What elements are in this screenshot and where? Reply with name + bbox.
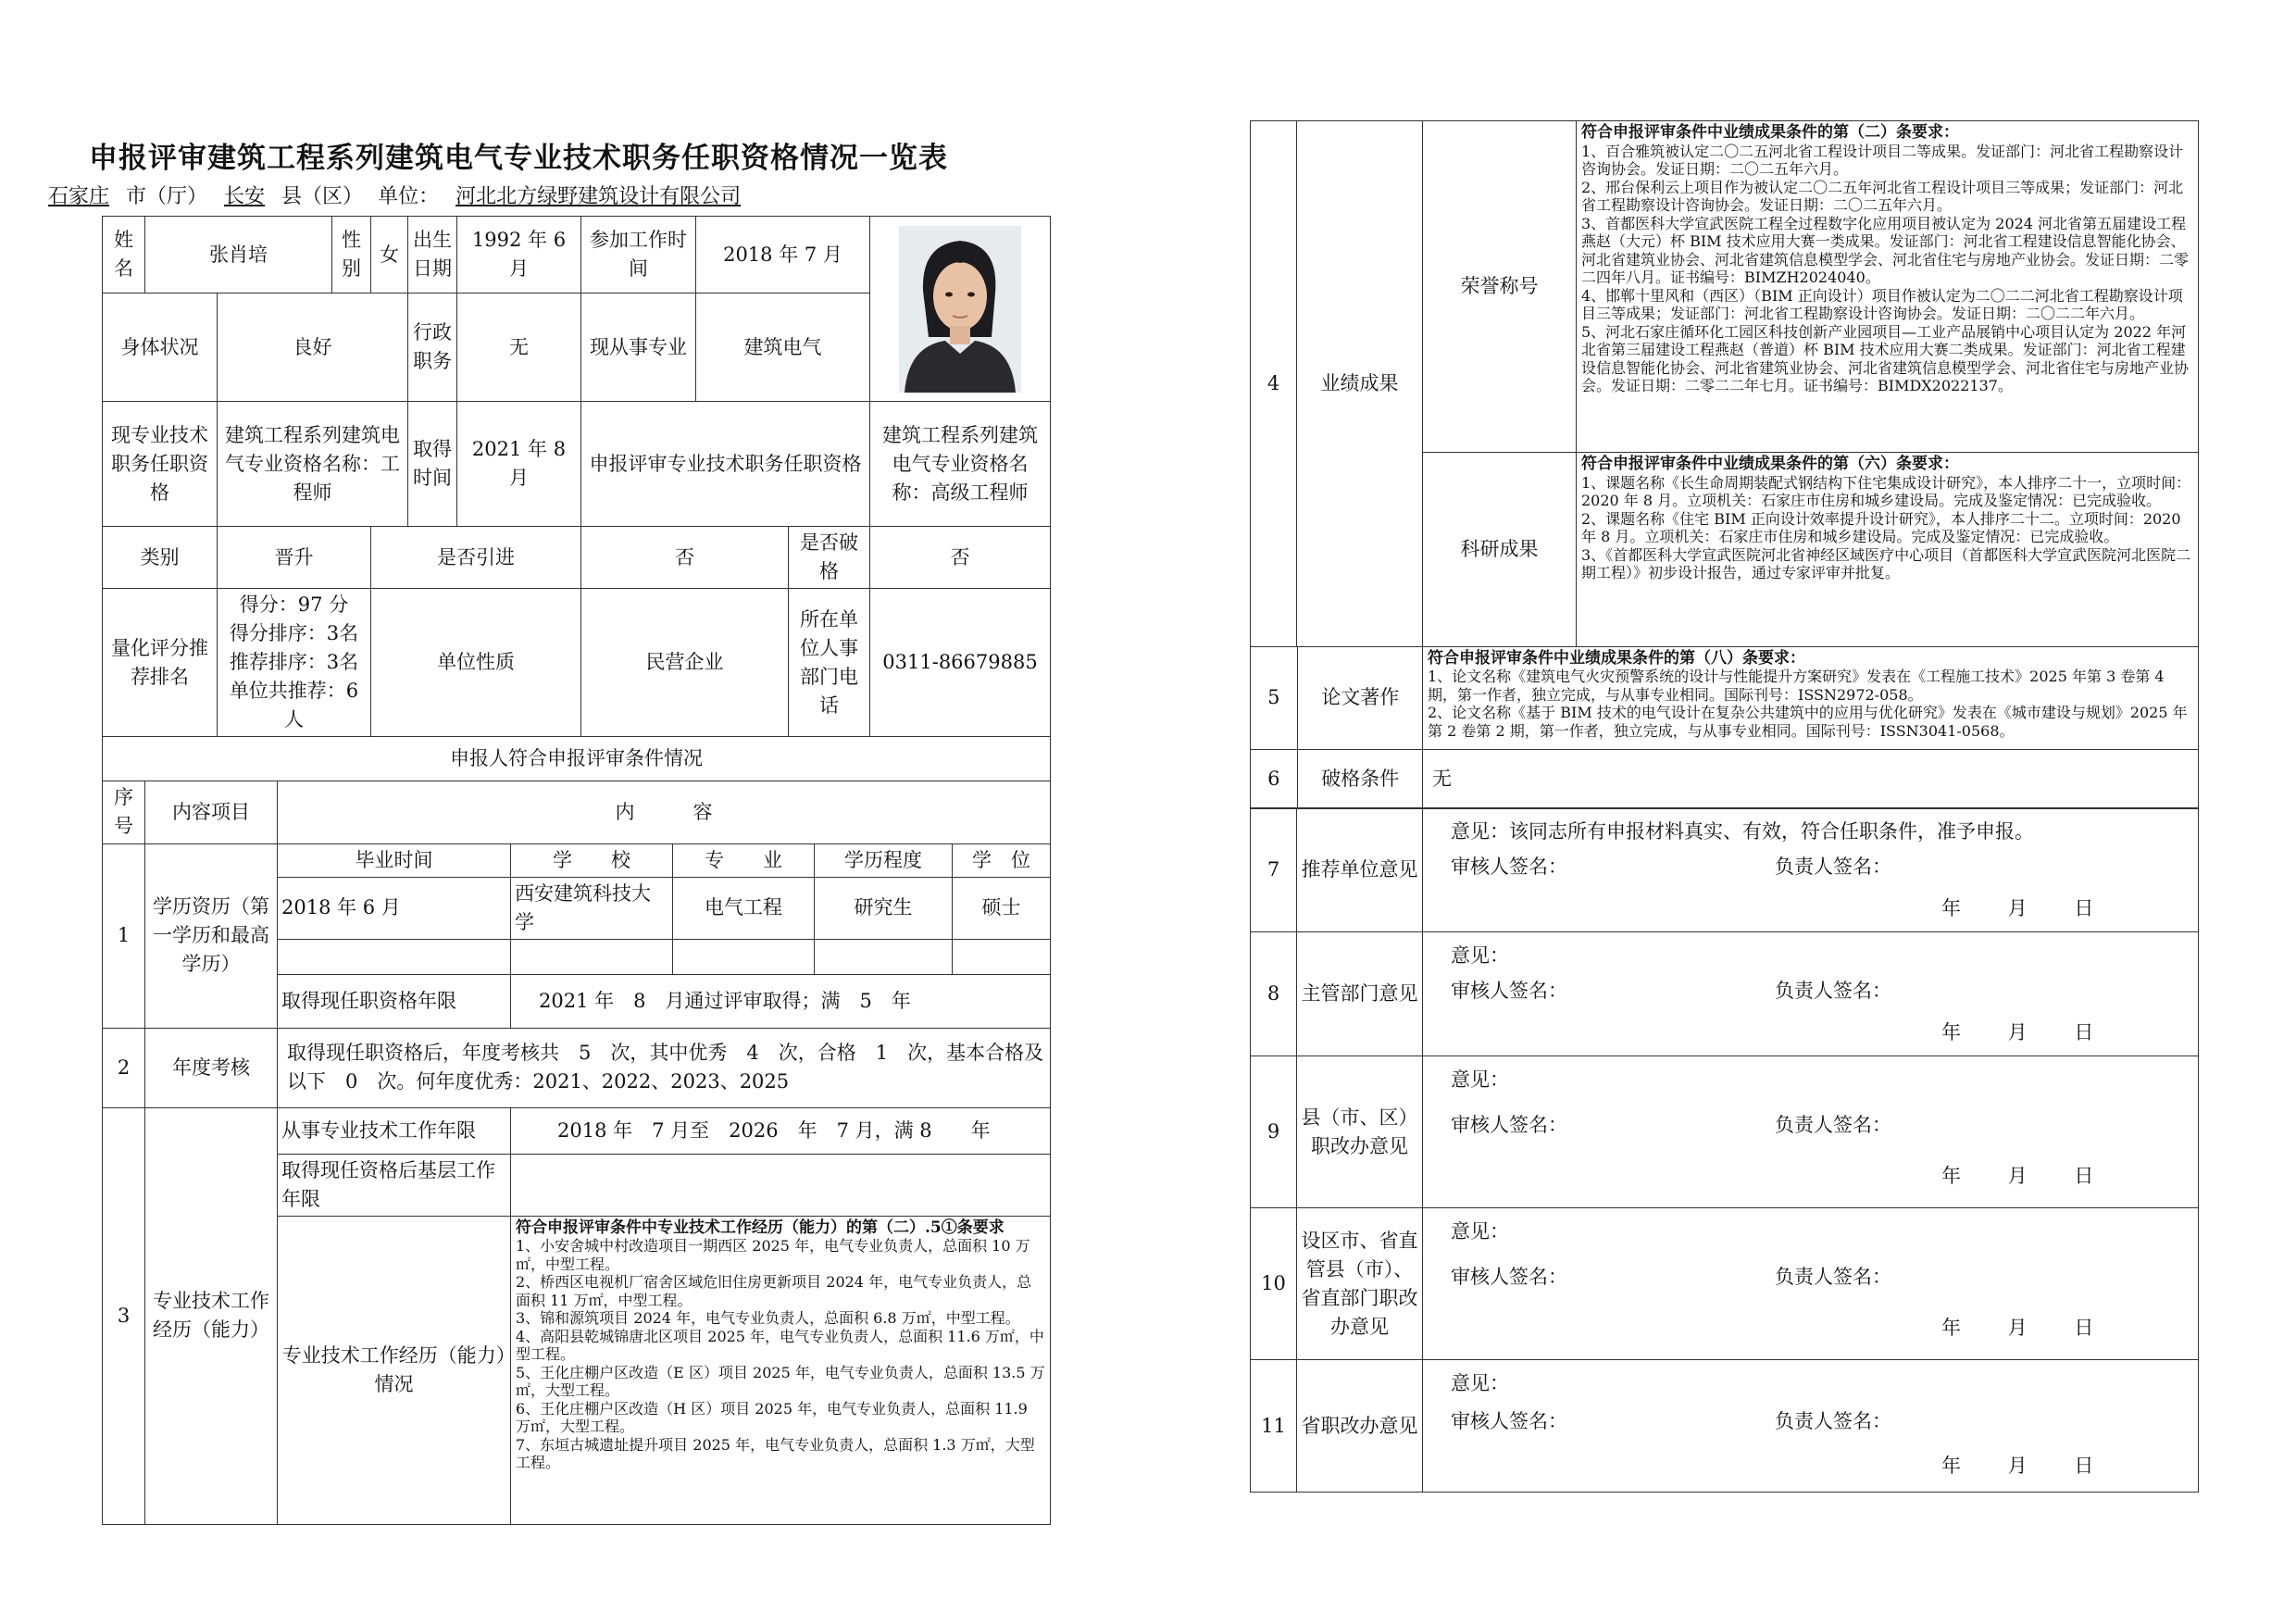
auditor-signature-label: 审核人签名： [1451,1114,1567,1136]
unit-label: 单位： [378,185,440,208]
edu-header: 学 校 [511,843,673,877]
edu-empty-cell [815,939,953,974]
edu-degree: 硕士 [953,877,1051,939]
date-label: 年 月 日 [1941,1021,2094,1043]
opinion-row [1251,1056,2199,1208]
annual-no: 2 [103,1028,145,1107]
hr-phone-value: 0311-86679885 [870,589,1051,737]
col-item-header: 内容项目 [145,781,278,843]
unit-name: 河北北方绿野建筑设计有限公司 [455,185,742,208]
opinion-no: 11 [1251,1360,1297,1493]
apply-label: 申报评审专业技术职务任职资格 [581,402,870,527]
unit-nature-value: 民营企业 [581,589,789,737]
opinion-no: 9 [1251,1056,1297,1208]
exception-cond-label: 破格条件 [1321,767,1400,790]
auditor-signature-label: 审核人签名： [1451,1410,1567,1432]
edu-header: 专 业 [673,843,815,877]
opinion-text: 意见： [1451,1068,1509,1091]
admin-value: 无 [457,294,581,402]
opinion-text: 意见：该同志所有申报材料真实、有效，符合任职条件，准予申报。 [1451,820,2034,843]
opinion-no: 7 [1251,808,1297,932]
obtain-time-label: 取得时间 [408,402,457,527]
work-years-label: 从事专业技术工作年限 [278,1107,511,1154]
auditor-signature-label: 审核人签名： [1451,980,1567,1002]
grassroots-value [511,1154,1051,1216]
auditor-signature-label: 审核人签名： [1451,1266,1567,1288]
apply-value: 建筑工程系列建筑电气专业资格名称：高级工程师 [870,402,1051,527]
score-line: 推荐排序：3名 [229,651,359,673]
opinion-label: 设区市、省直管县（市）、省直部门职改办意见 [1297,1208,1423,1360]
opinion-text: 意见： [1451,944,1509,967]
work-situation-label: 专业技术工作经历（能力）情况 [278,1216,511,1524]
exception-value: 否 [870,527,1051,589]
opinion-label: 县（市、区）职改办意见 [1297,1056,1423,1208]
opinion-row [1251,932,2199,1056]
unit-line [31,181,994,209]
opinion-content [1423,1056,2199,1208]
opinion-row [1251,1360,2199,1493]
edu-limit-value: 2021 年 8 月通过评审取得；满 5 年 [511,974,1051,1028]
conditions-title: 申报人符合申报评审条件情况 [103,737,1051,781]
edu-limit-label: 取得现任职资格年限 [278,974,511,1028]
date-label: 年 月 日 [1941,897,2094,919]
opinion-content [1423,808,2199,932]
edu-empty-cell [953,939,1051,974]
health-value: 良好 [218,294,408,402]
exception-cond-label-cell [1251,749,1423,808]
research-item: 3、《首都医科大学宣武医院河北省神经区域医疗中心项目（首都医科大学宣武医院河北医院二期工程）》初步设计报告，通过专家评审并批复。 [1581,545,2191,581]
leader-signature-label: 负责人签名： [1775,1266,1891,1288]
edu-header: 毕业时间 [278,843,511,877]
score-details [218,589,371,737]
honor-item: 5、河北石家庄循环化工园区科技创新产业园项目—工业产品展销中心项目认定为 2022 年河北省第三届建设工程燕赵（普道）杯 BIM 技术应用大赛二类成果。发证部门：河北省工程建设信息智能化协会、河北省建筑业协会、河北省建筑信息模型学会、河北省住宅与房地产业协会。发证日期：二零二二年七月。证书编号：BIMDX2022137。 [1581,322,2190,394]
opinion-row [1251,1208,2199,1360]
work-item: 5、王化庄棚户区改造（E 区）项目 2025 年，电气专业负责人，总面积 13.5 万㎡，大型工程。 [516,1363,1045,1399]
exception-label: 是否破格 [789,527,870,589]
edu-label: 学历资历（第一学历和最高学历） [145,843,278,1028]
papers-content [1423,646,2199,749]
work-start-label: 参加工作时间 [581,217,696,294]
opinion-no: 10 [1251,1208,1297,1360]
leader-signature-label: 负责人签名： [1775,1114,1891,1136]
opinion-label: 推荐单位意见 [1297,808,1423,932]
honor-item: 2、邢台保利云上项目作为被认定二〇二五年河北省工程设计项目三等成果；发证部门：河北省工程勘察设计咨询协会。发证日期：二〇二五年六月。 [1581,178,2184,214]
applicant-photo [870,217,1051,402]
current-major-value: 建筑电气 [696,294,870,402]
research-content [1577,453,2199,647]
paper-item: 1、论文名称《建筑电气火灾预警系统的设计与性能提升方案研究》发表在《工程施工技术》2025 年第 3 卷第 4 期，第一作者，独立完成，与从事专业相同。国际刊号：ISSN2972-058。 [1428,668,2165,704]
edu-empty-cell [278,939,511,974]
achievements-no: 4 [1251,121,1297,647]
name-value: 张肖培 [145,217,332,294]
opinion-no: 8 [1251,932,1297,1056]
date-label: 年 月 日 [1941,1317,2094,1339]
work-item: 4、高阳县乾城锦唐北区项目 2025 年，电气专业负责人，总面积 11.6 万㎡，中型工程。 [516,1327,1044,1363]
honor-heading: 符合申报评审条件中业绩成果条件的第（二）条要求： [1581,123,1959,142]
research-label: 科研成果 [1423,453,1577,647]
date-label: 年 月 日 [1941,1165,2094,1187]
work-item: 7、东垣古城遗址提升项目 2025 年，电气专业负责人，总面积 1.3 万㎡，大型工程。 [516,1435,1035,1471]
qualification-value: 建筑工程系列建筑电气专业资格名称：工程师 [218,402,408,527]
category-value: 晋升 [218,527,371,589]
work-item: 3、锦和源筑项目 2024 年，电气专业负责人，总面积 6.8 万㎡，中型工程。 [516,1309,1020,1327]
name-label: 姓名 [103,217,145,294]
edu-empty-cell [673,939,815,974]
honor-content [1577,121,2199,453]
research-item: 2、课题名称《住宅 BIM 正向设计效率提升设计研究》，本人排序二十二。立项时间：2020 年 8 月。立项机关：石家庄市住房和城乡建设局。完成及鉴定情况：已完成验收。 [1581,509,2181,545]
exception-cond-value: 无 [1423,749,2199,808]
paper-item: 2、论文名称《基于 BIM 技术的电气设计在复杂公共建筑中的应用与优化研究》发表在《城市建设与规划》2025 年第 2 卷第 2 期，第一作者，独立完成，与从事专业相同。国际刊号：ISSN3041-0568。 [1428,704,2188,740]
introduced-value: 否 [581,527,789,589]
basic-info-table [102,216,1051,781]
annual-label: 年度考核 [145,1028,278,1107]
current-major-label: 现从事专业 [581,294,696,402]
edu-header: 学 位 [953,843,1051,877]
col-seq-header: 序号 [103,781,145,843]
gender-value: 女 [371,217,408,294]
exception-cond-no: 6 [1251,750,1297,808]
admin-label: 行政职务 [408,294,457,402]
opinion-text: 意见： [1451,1372,1509,1394]
work-start-value: 2018 年 7 月 [696,217,870,294]
honor-item: 3、首都医科大学宣武医院工程全过程数字化应用项目被认定为 2024 河北省第五届建设工程燕赵（大元）杯 BIM 技术应用大赛一类成果。发证部门：河北省工程建设信息智能化协会、河北省建筑业协会、河北省建筑信息模型学会、河北省住宅与房地产业协会。发证日期：二零二四年八月。证书编号：BIMZH2024040。 [1581,214,2190,286]
opinion-label: 主管部门意见 [1297,932,1423,1056]
gender-label: 性别 [332,217,371,294]
honor-item: 1、百合雅筑被认定二〇二五河北省工程设计项目二等成果。发证部门：河北省工程勘察设计咨询协会。发证日期：二〇二五年六月。 [1581,142,2184,178]
date-label: 年 月 日 [1941,1455,2094,1477]
work-no: 3 [103,1107,145,1524]
edu-level: 研究生 [815,877,953,939]
auditor-signature-label: 审核人签名： [1451,856,1567,878]
left-form [102,216,1050,1525]
leader-signature-label: 负责人签名： [1775,980,1891,1002]
health-label: 身体状况 [103,294,218,402]
edu-school: 西安建筑科技大学 [511,877,673,939]
edu-grad-time: 2018 年 6 月 [278,877,511,939]
col-content-header: 内 容 [278,781,1051,843]
approval-table [1250,646,2199,809]
leader-signature-label: 负责人签名： [1775,1410,1891,1432]
papers-label: 论文著作 [1321,686,1400,708]
conditions-table [102,781,1051,1525]
hr-phone-label: 所在单位人事部门电话 [789,589,870,737]
papers-heading: 符合申报评审条件中业绩成果条件的第（八）条要求： [1428,648,1805,668]
opinion-content [1423,1360,2199,1493]
achievements-table [1250,120,2199,647]
qualification-label: 现专业技术职务任职资格 [103,402,218,527]
work-item: 1、小安舍城中村改造项目一期西区 2025 年，电气专业负责人，总面积 10 万㎡，中型工程。 [516,1237,1030,1273]
county-value: 长安 [224,185,266,208]
right-form [1250,120,2198,1493]
leader-signature-label: 负责人签名： [1775,856,1891,878]
edu-header: 学历程度 [815,843,953,877]
edu-no: 1 [103,843,145,1028]
score-label: 量化评分推荐排名 [103,589,218,737]
achievements-label: 业绩成果 [1297,121,1423,647]
work-situation-content [511,1216,1051,1524]
opinion-text: 意见： [1451,1220,1509,1243]
work-item: 2、桥西区电视机厂宿舍区域危旧住房更新项目 2024 年，电气专业负责人，总面积 11 万㎡，中型工程。 [516,1273,1032,1309]
work-situation-heading: 符合申报评审条件中专业技术工作经历（能力）的第（二）.5①条要求 [516,1218,1004,1237]
opinion-content [1423,932,2199,1056]
unit-nature-label: 单位性质 [371,589,581,737]
birth-value: 1992 年 6 月 [457,217,581,294]
work-years-value: 2018 年 7 月至 2026 年 7 月，满 8 年 [511,1107,1051,1154]
research-item: 1、课题名称《长生命周期装配式钢结构下住宅集成设计研究》，本人排序二十一，立项时间：2020 年 8 月。立项机关：石家庄市住房和城乡建设局。完成及鉴定情况：已完成验收。 [1581,473,2191,509]
edu-empty-cell [511,939,673,974]
opinions-table [1250,807,2199,1493]
opinion-row [1251,808,2199,932]
city-suffix: 市（厅） [126,185,208,208]
page-title: 申报评审建筑工程系列建筑电气专业技术职务任职资格情况一览表 [89,142,948,175]
work-item: 6、王化庄棚户区改造（H 区）项目 2025 年，电气专业负责人，总面积 11.9 万㎡，大型工程。 [516,1399,1028,1435]
portrait-photo-icon [899,226,1021,393]
birth-label: 出生日期 [408,217,457,294]
county-suffix: 县（区） [281,185,364,208]
research-heading: 符合申报评审条件中业绩成果条件的第（六）条要求： [1581,455,1959,473]
edu-major: 电气工程 [673,877,815,939]
score-line: 单位共推荐：6 人 [229,680,359,731]
category-label: 类别 [103,527,218,589]
papers-no: 5 [1251,647,1297,749]
papers-label-cell [1251,646,1423,749]
honor-item: 4、邯郸十里风和（西区）（BIM 正向设计）项目作被认定为二〇二二河北省工程勘察设计项目三等成果；发证部门：河北省工程勘察设计咨询协会。发证日期：二〇二二年六月。 [1581,286,2183,322]
annual-text: 取得现任职资格后，年度考核共 5 次，其中优秀 4 次，合格 1 次，基本合格及以下 0 次。何年度优秀：2021、2022、2023、2025 [278,1028,1051,1107]
introduced-label: 是否引进 [371,527,581,589]
honor-label: 荣誉称号 [1423,121,1577,453]
score-line: 得分排序：3名 [229,622,359,644]
obtain-time-value: 2021 年 8 月 [457,402,581,527]
opinion-label: 省职改办意见 [1297,1360,1423,1493]
score-line: 得分：97 分 [239,593,349,616]
opinion-content [1423,1208,2199,1360]
grassroots-label: 取得现任资格后基层工作年限 [278,1154,511,1216]
city-value: 石家庄 [48,185,110,208]
work-label: 专业技术工作经历（能力） [145,1107,278,1524]
